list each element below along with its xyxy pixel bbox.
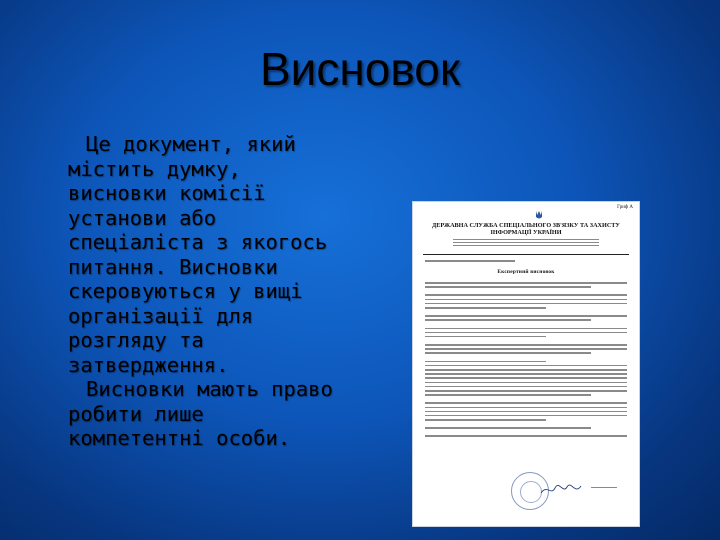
competence-paragraph: Висновки мають право робити лише компетентні особи. xyxy=(68,377,333,450)
slide-body xyxy=(68,132,346,451)
document-registration-line xyxy=(425,260,515,264)
document-signature xyxy=(539,482,583,498)
trident-emblem-icon xyxy=(535,210,543,221)
definition-paragraph: Це документ, який містить думку, висновки комісії установи або спеціаліста з якогось питання. Висновки скеровуються у вищі організації для розгляду та затвердження. xyxy=(68,132,328,377)
document-signatory-line xyxy=(591,487,617,488)
document-header-rule xyxy=(423,254,629,255)
document-heading: Експертний висновок xyxy=(497,269,555,275)
expert-conclusion-document-image xyxy=(413,202,639,526)
document-corner-label: Гриф А xyxy=(617,205,633,210)
document-body-lines xyxy=(425,282,627,440)
document-address-lines xyxy=(453,239,599,247)
document-agency-name: ДЕРЖАВНА СЛУЖБА СПЕЦІАЛЬНОГО ЗВ'ЯЗКУ ТА ЗАХИСТУ ІНФОРМАЦІЇ УКРАЇНИ xyxy=(432,222,620,236)
slide-title: Висновок xyxy=(260,43,460,95)
